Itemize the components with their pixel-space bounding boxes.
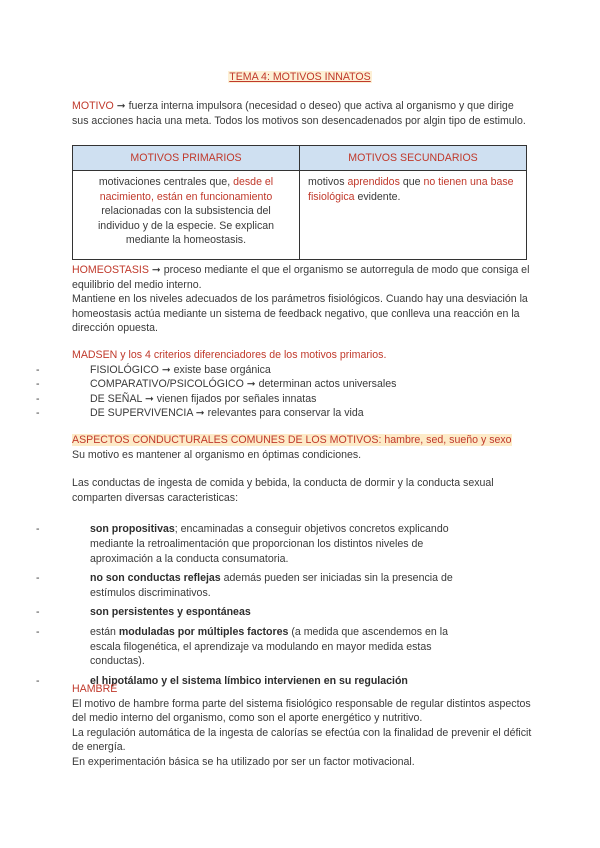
motivo-term: MOTIVO <box>72 100 114 112</box>
arrow-icon: ➞ <box>151 264 161 276</box>
page-title: TEMA 4: MOTIVOS INNATOS <box>229 71 371 83</box>
list-item: - están moduladas por múltiples factores (a medida que ascendemos en la escala filogenética, el aprendizaje va modulando en mayor medida estas conductas). <box>18 625 472 669</box>
list-item: - DE SUPERVIVENCIA ➞ relevantes para conservar la vida <box>18 406 532 421</box>
list-item: - no son conductas reflejas además pueden ser iniciadas sin la presencia de estímulos discriminativos. <box>18 571 472 600</box>
cell-primarios: motivaciones centrales que, desde el nacimiento, están en funcionamiento relacionadas con la subsistencia del individuo y de la especie. Se explican mediante la homeostasis. <box>73 171 300 260</box>
homeostasis-section: HOMEOSTASIS ➞ proceso mediante el que el organismo se autorregula de modo que consiga el equilibrio del medio interno. Mantiene en los niveles adecuados de los parámetros fisiológicos. Cuando hay una desviación la homeostasis actúa mediante un sistema de feedback negativo, que conlleva una reacción en la dirección opuesta. <box>72 263 532 336</box>
list-item: - son propositivas; encaminadas a conseguir objetivos concretos explicando mediante la retroalimentación que proporcionan los distintos niveles de aproximación a la conducta consumatoria. <box>18 522 472 566</box>
aspectos-list <box>18 522 472 688</box>
aspectos-intro: Las conductas de ingesta de comida y bebida, la conducta de dormir y la conducta sexual comparten diversas caracteristicas: <box>72 477 494 504</box>
homeostasis-text: Mantiene en los niveles adecuados de los parámetros fisiológicos. Cuando hay una desviación la homeostasis actúa mediante un sistema de feedback negativo, que conlleva una reacción en la dirección opuesta. <box>72 293 528 335</box>
hambre-heading: HAMBRE <box>72 683 118 695</box>
arrow-icon: ➞ <box>116 100 126 112</box>
list-item: - son persistentes y espontáneas <box>18 605 472 620</box>
hambre-section: HAMBRE El motivo de hambre forma parte del sistema fisiológico responsable de regular distintos aspectos del medio interno del organismo, como son el aporte energético y nutritivo. La regulación automática de la ingesta de calorías se efectúa con la finalidad de prevenir el déficit de energía. En experimentación básica se ha utilizado por ser un factor motivacional. <box>72 683 532 768</box>
header-secundarios: MOTIVOS SECUNDARIOS <box>300 146 527 171</box>
aspectos-section: ASPECTOS CONDUCTURALES COMUNES DE LOS MOTIVOS: hambre, sed, sueño y sexo Su motivo es mantener al organismo en óptimas condiciones. Las conductas de ingesta de comida y bebida, la conducta de dormir y la conducta sexual comparten diversas caracteristicas: - son propositivas; encaminadas a conseguir objetivos concretos explicando mediante la retroalimentación que proporcionan los distintos niveles de aproximación a la conducta consumatoria. - no son conductas reflejas además pueden ser iniciadas sin la presencia de estímulos discriminativos. - son persistentes y espontáneas - están moduladas por múltiples factores (a medida que ascendemos en la escala filogenética, el aprendizaje va modulando en mayor medida estas conductas). - el hipotálamo y el sistema límbico intervienen en su regulación <box>72 433 532 693</box>
header-primarios: MOTIVOS PRIMARIOS <box>73 146 300 171</box>
list-item: - DE SEÑAL ➞ vienen fijados por señales innatas <box>18 392 532 407</box>
madsen-heading: MADSEN y los 4 criterios diferenciadores de los motivos primarios. <box>72 349 387 361</box>
list-item: - COMPARATIVO/PSICOLÓGICO ➞ determinan actos universales <box>18 377 532 392</box>
aspectos-heading: ASPECTOS CONDUCTURALES COMUNES DE LOS MOTIVOS: hambre, sed, sueño y sexo <box>72 434 512 446</box>
cell-secundarios: motivos aprendidos que no tienen una base fisiológica evidente. <box>300 171 527 260</box>
motivos-table <box>72 145 527 260</box>
madsen-list <box>18 363 532 421</box>
motivo-definition: MOTIVO ➞ fuerza interna impulsora (necesidad o deseo) que activa al organismo y que dirige sus acciones hacia una meta. Todos los motivos son desencadenados por algin tipo de estimulo. <box>72 100 526 127</box>
list-item: - FISIOLÓGICO ➞ existe base orgánica <box>18 363 532 378</box>
list-item: - el hipotálamo y el sistema límbico intervienen en su regulación <box>18 674 472 689</box>
homeostasis-term: HOMEOSTASIS <box>72 264 149 276</box>
madsen-section <box>72 348 532 421</box>
